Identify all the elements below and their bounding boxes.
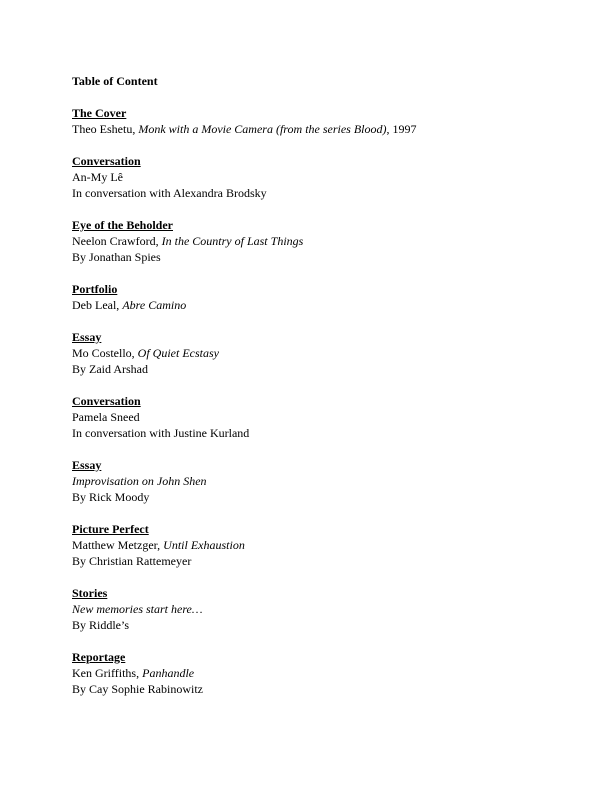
work-title: Of Quiet Ecstasy	[137, 346, 219, 360]
toc-section-stories	[72, 585, 572, 633]
toc-section-reportage	[72, 649, 572, 697]
byline: By Jonathan Spies	[72, 250, 161, 264]
work-title: Until Exhaustion	[163, 538, 245, 552]
toc-section-essay	[72, 329, 572, 377]
toc-section-portfolio	[72, 281, 572, 313]
work-title: Panhandle	[142, 666, 195, 680]
toc-section-eye-of-the-beholder	[72, 217, 572, 265]
entry-line	[72, 297, 572, 313]
section-heading: Stories	[72, 586, 108, 600]
work-title: Monk with a Movie Camera (from the series Blood)	[138, 122, 387, 136]
section-heading: Reportage	[72, 650, 126, 664]
document-page	[72, 73, 572, 713]
author-name: Ken Griffiths,	[72, 666, 143, 680]
section-heading: Essay	[72, 330, 102, 344]
author-name: Mo Costello,	[72, 346, 138, 360]
section-heading: Picture Perfect	[72, 522, 149, 536]
entry-line	[72, 665, 572, 681]
byline: By Riddle’s	[72, 618, 130, 632]
section-heading: Conversation	[72, 394, 141, 408]
toc-section-essay	[72, 457, 572, 505]
work-year: , 1997	[386, 122, 417, 136]
section-heading: Portfolio	[72, 282, 118, 296]
author-name: Neelon Crawford,	[72, 234, 162, 248]
section-heading: Eye of the Beholder	[72, 218, 173, 232]
section-heading: The Cover	[72, 106, 127, 120]
author-name: Deb Leal,	[72, 298, 123, 312]
author-name: Matthew Metzger,	[72, 538, 164, 552]
author-name: An-My Lê	[72, 170, 123, 184]
toc-section-the-cover	[72, 105, 572, 137]
byline: By Christian Rattemeyer	[72, 554, 192, 568]
author-name: Pamela Sneed	[72, 410, 140, 424]
byline: By Zaid Arshad	[72, 362, 148, 376]
author-name: Theo Eshetu,	[72, 122, 139, 136]
entry-line	[72, 345, 572, 361]
work-title: In the Country of Last Things	[161, 234, 304, 248]
page-title: Table of Content	[72, 74, 158, 88]
byline: In conversation with Alexandra Brodsky	[72, 186, 267, 200]
section-heading: Essay	[72, 458, 102, 472]
work-title: Abre Camino	[122, 298, 187, 312]
toc-section-conversation	[72, 153, 572, 201]
entry-line	[72, 121, 572, 137]
section-heading: Conversation	[72, 154, 141, 168]
entry-line	[72, 537, 572, 553]
work-title: New memories start here…	[72, 602, 203, 616]
toc-section-conversation	[72, 393, 572, 441]
byline: By Cay Sophie Rabinowitz	[72, 682, 203, 696]
byline: By Rick Moody	[72, 490, 150, 504]
work-title: Improvisation on John Shen	[72, 474, 207, 488]
byline: In conversation with Justine Kurland	[72, 426, 250, 440]
toc-section-picture-perfect	[72, 521, 572, 569]
entry-line	[72, 233, 572, 249]
